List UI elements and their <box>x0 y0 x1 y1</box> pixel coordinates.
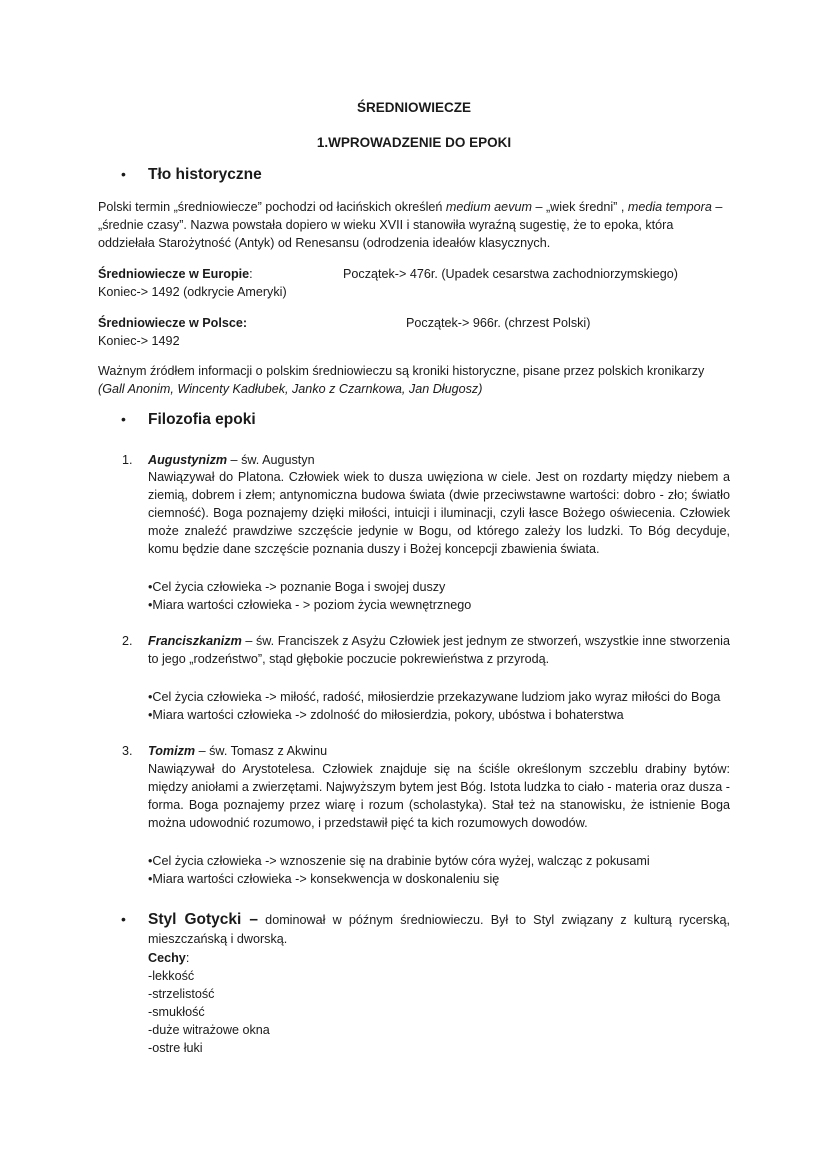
feature-item: -duże witrażowe okna <box>148 1023 270 1037</box>
philosophy-name: Augustynizm <box>148 453 228 467</box>
philosophy-description: Nawiązywał do Arystotelesa. Człowiek znajduje się na ściśle określonym szczeblu drabiny bytów: między aniołami a zwierzętami. Najwyższym bytem jest Bóg. Istota ludzka to ciało - materia oraz dusza - forma. Boga poznajemy przez wiarę i rozum (scholastyka). Stał też na stanowisku, że istnienie Boga można udowodnić rozumowo, i przedstawił pięć ta kich rozumowych dowodów. <box>148 762 730 830</box>
features-label-text: Cechy <box>148 951 186 965</box>
section-heading-gothic: Styl Gotycki <box>148 911 242 928</box>
document-title: ŚREDNIOWIECZE <box>356 100 471 115</box>
sources-line-1: Ważnym źródłem informacji o polskim średniowieczu są kroniki historyczne, pisane przez polskich kronikarzy <box>98 364 705 378</box>
philosophy-description: Nawiązywał do Platona. Człowiek wiek to dusza uwięziona w ciele. Jest on rozdarty między niebem a ziemią, dobrem i złem; antynomiczna budowa świata (dwie przeciwstawne wartości: dobro - zło; światło ciemność). Boga poznajemy dzięki miłości, intuicji i iluminacji, czyli łasce Bożego oświecenia. Człowiek może znaleźć prawdziwe szczęście jedynie w Bogu, od którego zależy los ludzki. To Bóg decyduje, komu będzie dane szczęście poznania duszy i Bożej koncepcji zbawienia świata. <box>148 470 730 556</box>
philosophy-description: – św. Franciszek z Asyżu Człowiek jest jednym ze stworzeń, wszystkie inne stworzenia to jego „rodzeństwo”, stąd głębokie poczucie pokrewieństwa z przyrodą. <box>148 634 730 666</box>
europe-label-text: Średniowiecze w Europie <box>98 267 250 281</box>
europe-start: Początek-> 476r. (Upadek cesarstwa zachodniorzymskiego) <box>343 267 678 281</box>
value-measure: •Miara wartości człowieka - > poziom życia wewnętrznego <box>148 598 472 612</box>
poland-end: Koniec-> 1492 <box>98 334 180 348</box>
intro-text-3: –„średnie czasy”. Nazwa powstała dopiero w wieku XVII i stanowiła wyraźną sugestię, że to epoka, która oddziełała Starożytność (Antyk) od Renesansu (odrodzenia ideałów klasycznych. <box>98 200 723 250</box>
bullet-icon: • <box>121 411 126 427</box>
list-number: 3. <box>122 744 133 758</box>
life-goal: •Cel życia człowieka -> wznoszenie się na drabinie bytów córa wyżej, walcząc z pokusami <box>148 854 650 868</box>
feature-item: -ostre łuki <box>148 1041 203 1055</box>
life-goal: •Cel życia człowieka -> miłość, radość, miłosierdzie przekazywane ludziom jako wyraz miłości do Boga <box>148 690 721 704</box>
features-label-colon: : <box>185 951 190 965</box>
features-label <box>148 950 189 967</box>
europe-label-colon: : <box>249 267 253 281</box>
value-measure: •Miara wartości człowieka -> zdolność do miłosierdzia, pokory, ubóstwa i bohaterstwa <box>148 708 624 722</box>
gothic-description: dominował w późnym średniowieczu. Był to Styl związany z kulturą rycerską, mieszczańską i dworską. <box>148 913 730 946</box>
gothic-style-paragraph <box>148 910 730 949</box>
philosophy-title-franciszkanizm <box>148 632 730 668</box>
bullet-icon: • <box>121 911 126 927</box>
intro-text-2: – „wiek średni” , <box>531 200 628 214</box>
philosophy-author: – św. Augustyn <box>227 453 315 467</box>
philosophy-name: Franciszkanizm <box>148 634 242 648</box>
value-measure: •Miara wartości człowieka -> konsekwencja w doskonaleniu się <box>148 872 500 886</box>
sources-line-2: (Gall Anonim, Wincenty Kadłubek, Janko z Czarnkowa, Jan Długosz) <box>98 382 483 396</box>
term-medium-aevum: medium aevum <box>445 200 532 214</box>
life-goal: •Cel życia człowieka -> poznanie Boga i swojej duszy <box>148 580 446 594</box>
feature-item: -lekkość <box>148 969 195 983</box>
poland-start: Początek-> 966r. (chrzest Polski) <box>406 316 591 330</box>
philosophy-title-augustynizm <box>148 452 315 469</box>
term-media-tempora: media tempora <box>627 200 712 214</box>
philosophy-author: – św. Tomasz z Akwinu <box>195 744 328 758</box>
feature-item: -smukłość <box>148 1005 205 1019</box>
list-number: 2. <box>122 634 133 648</box>
feature-item: -strzelistość <box>148 987 215 1001</box>
philosophy-title-tomizm <box>148 743 327 760</box>
section-heading-background: Tło historyczne <box>148 166 262 183</box>
intro-text-1: Polski termin „średniowiecze” pochodzi od łacińskich określeń <box>98 200 446 214</box>
section-heading-philosophy: Filozofia epoki <box>148 411 256 428</box>
europe-label <box>98 266 253 283</box>
europe-end: Koniec-> 1492 (odkrycie Ameryki) <box>98 285 287 299</box>
bullet-icon: • <box>121 166 126 182</box>
poland-label: Średniowiecze w Polsce: <box>98 316 248 330</box>
philosophy-name: Tomizm <box>148 744 196 758</box>
list-number: 1. <box>122 453 133 467</box>
heading-dash: – <box>241 911 258 928</box>
intro-paragraph <box>98 198 730 252</box>
document-subtitle: 1.WPROWADZENIE DO EPOKI <box>316 135 512 150</box>
